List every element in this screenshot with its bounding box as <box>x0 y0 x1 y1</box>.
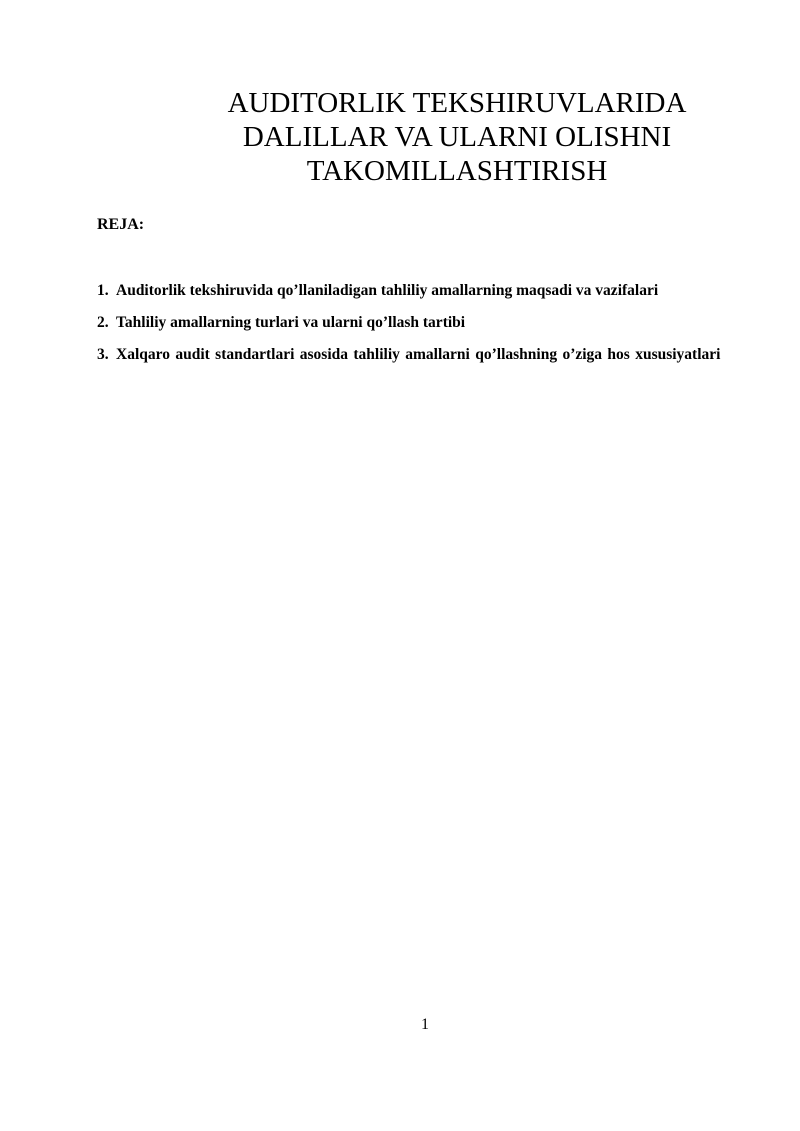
title-line: TAKOMILLASHTIRISH <box>306 155 608 187</box>
list-item-text: Auditorlik tekshiruvida qo’llaniladigan tahliliy amallarning maqsadi va vazifalari <box>116 282 659 299</box>
list-item <box>97 345 745 365</box>
document-title <box>160 86 754 188</box>
plan-list <box>97 281 745 377</box>
title-line: DALILLAR VA ULARNI OLISHNI <box>242 121 672 153</box>
list-item <box>97 313 745 333</box>
list-item-number: 1. <box>97 282 109 299</box>
list-item-text: Xalqaro audit standartlari asosida tahliliy amallarni qo’llashning o’ziga hos xususiyatlari <box>116 346 721 363</box>
title-line: AUDITORLIK TEKSHIRUVLARIDA <box>227 87 687 119</box>
list-item-text: Tahliliy amallarning turlari va ularni qo’llash tartibi <box>116 314 466 331</box>
list-item <box>97 281 745 301</box>
list-item-number: 3. <box>97 346 109 363</box>
plan-heading: REJA: <box>97 216 145 233</box>
list-item-number: 2. <box>97 314 109 331</box>
page-number: 1 <box>421 1016 429 1033</box>
